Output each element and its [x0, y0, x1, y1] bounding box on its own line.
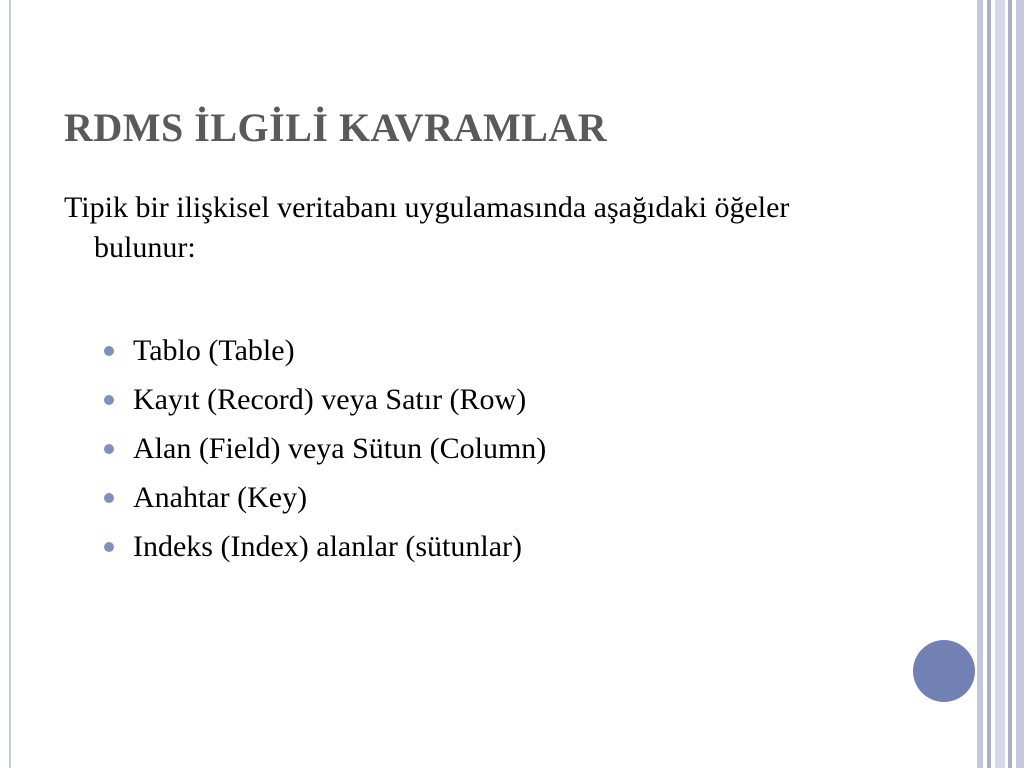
bullet-text: Indeks (Index) alanlar (sütunlar): [133, 529, 523, 563]
bullet-text: Alan (Field) veya Sütun (Column): [133, 431, 547, 465]
decorative-circle: [913, 640, 975, 702]
decor-stripe: [1008, 0, 1012, 768]
bullet-dot-icon: [104, 346, 114, 356]
bullet-dot-icon: [104, 493, 114, 503]
bullet-item: [104, 522, 546, 571]
left-border-rule: [9, 0, 11, 768]
bullet-text: Kayıt (Record) veya Satır (Row): [133, 382, 527, 416]
decor-stripe: [995, 0, 1005, 768]
bullet-dot-icon: [104, 444, 114, 454]
bullet-item: [104, 473, 546, 522]
bullet-list: [104, 326, 546, 571]
decor-stripe: [977, 0, 983, 768]
right-decorative-stripes: [975, 0, 1024, 768]
bullet-text: Anahtar (Key): [133, 480, 308, 514]
slide-title: RDMS İLGİLİ KAVRAMLAR: [64, 105, 608, 150]
decor-stripe: [987, 0, 991, 768]
bullet-item: [104, 375, 546, 424]
bullet-item: [104, 326, 546, 375]
bullet-dot-icon: [104, 542, 114, 552]
bullet-text: Tablo (Table): [133, 333, 295, 367]
bullet-item: [104, 424, 546, 473]
intro-paragraph: Tipik bir ilişkisel veritabanı uygulamasında aşağıdaki öğeler bulunur:: [64, 191, 790, 264]
bullet-dot-icon: [104, 395, 114, 405]
decor-stripe: [1016, 0, 1024, 768]
